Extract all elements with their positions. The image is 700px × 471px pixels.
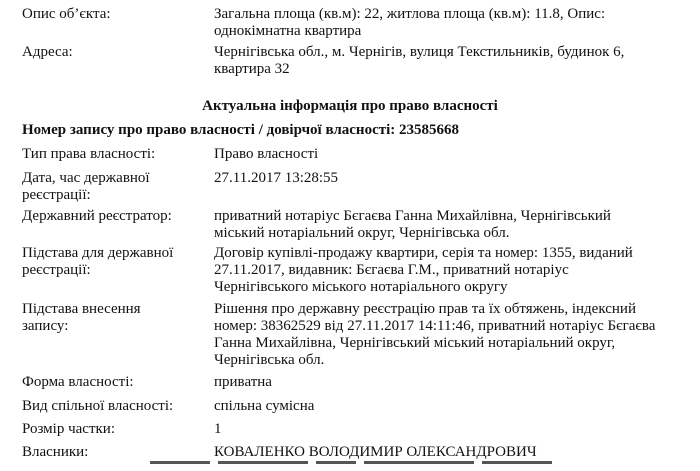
registrar-value bbox=[214, 208, 684, 242]
registration-basis-value bbox=[214, 245, 684, 296]
address-value-line: Чернігівська обл., м. Чернігів, вулиця Текстильників, будинок 6, bbox=[214, 44, 625, 60]
share-size-value: 1 bbox=[214, 421, 222, 437]
registration-basis-label-line: реєстрації: bbox=[22, 262, 91, 278]
joint-ownership-value: спільна сумісна bbox=[214, 398, 315, 414]
entry-basis-value-line: Чернігівська обл. bbox=[214, 352, 325, 368]
entry-basis-value-line: Рішення про державну реєстрацію прав та їх обтяжень, індексний bbox=[214, 301, 636, 317]
entry-basis-label bbox=[22, 301, 202, 335]
registration-basis-label-line: Підстава для державної bbox=[22, 245, 174, 261]
registration-date-label-line: реєстрації: bbox=[22, 187, 91, 203]
registration-basis-value-line: 27.11.2017, видавник: Бєгаєва Г.М., приватний нотаріус bbox=[214, 262, 569, 278]
object-description-value-line: Загальна площа (кв.м): 22, житлова площа (кв.м): 11.8, Опис: bbox=[214, 6, 606, 22]
ownership-form-value: приватна bbox=[214, 374, 272, 390]
registration-basis-value-line: Чернігівського міського нотаріального округу bbox=[214, 279, 508, 295]
registration-basis-value-line: Договір купівлі-продажу квартири, серія та номер: 1355, виданий bbox=[214, 245, 633, 261]
address-value-line: квартира 32 bbox=[214, 61, 290, 77]
registrar-value-line: приватний нотаріус Бєгаєва Ганна Михайлівна, Чернігівський bbox=[214, 208, 611, 224]
section-heading: Актуальна інформація про право власності bbox=[202, 98, 498, 114]
address-value bbox=[214, 44, 684, 78]
address-label: Адреса: bbox=[22, 44, 73, 60]
owners-label: Власники: bbox=[22, 444, 89, 460]
object-description-label: Опис об’єкта: bbox=[22, 6, 111, 22]
registrar-label: Державний реєстратор: bbox=[22, 208, 172, 224]
record-number-line: Номер запису про право власності / довірчої власності: 23585668 bbox=[22, 122, 460, 138]
cut-off-text-line bbox=[150, 461, 570, 471]
registrar-value-line: міський нотаріальний округ, Чернігівська обл. bbox=[214, 225, 510, 241]
joint-ownership-label: Вид спільної власності: bbox=[22, 398, 174, 414]
entry-basis-label-line: Підстава внесення bbox=[22, 301, 141, 317]
object-description-value-line: однокімнатна квартира bbox=[214, 23, 362, 39]
owners-value: КОВАЛЕНКО ВОЛОДИМИР ОЛЕКСАНДРОВИЧ bbox=[214, 444, 537, 460]
registration-basis-label bbox=[22, 245, 202, 279]
entry-basis-value bbox=[214, 301, 684, 369]
ownership-form-label: Форма власності: bbox=[22, 374, 134, 390]
registration-date-value: 27.11.2017 13:28:55 bbox=[214, 170, 339, 186]
object-description-value bbox=[214, 6, 684, 40]
entry-basis-label-line: запису: bbox=[22, 318, 69, 334]
ownership-type-value: Право власності bbox=[214, 146, 319, 162]
registration-date-label-line: Дата, час державної bbox=[22, 170, 150, 186]
share-size-label: Розмір частки: bbox=[22, 421, 115, 437]
entry-basis-value-line: Ганна Михайлівна, Чернігівський міський нотаріальний округ, bbox=[214, 335, 616, 351]
entry-basis-value-line: номер: 38362529 від 27.11.2017 14:11:46, приватний нотаріус Бєгаєва bbox=[214, 318, 656, 334]
ownership-type-label: Тип права власності: bbox=[22, 146, 156, 162]
registration-date-label bbox=[22, 170, 202, 204]
